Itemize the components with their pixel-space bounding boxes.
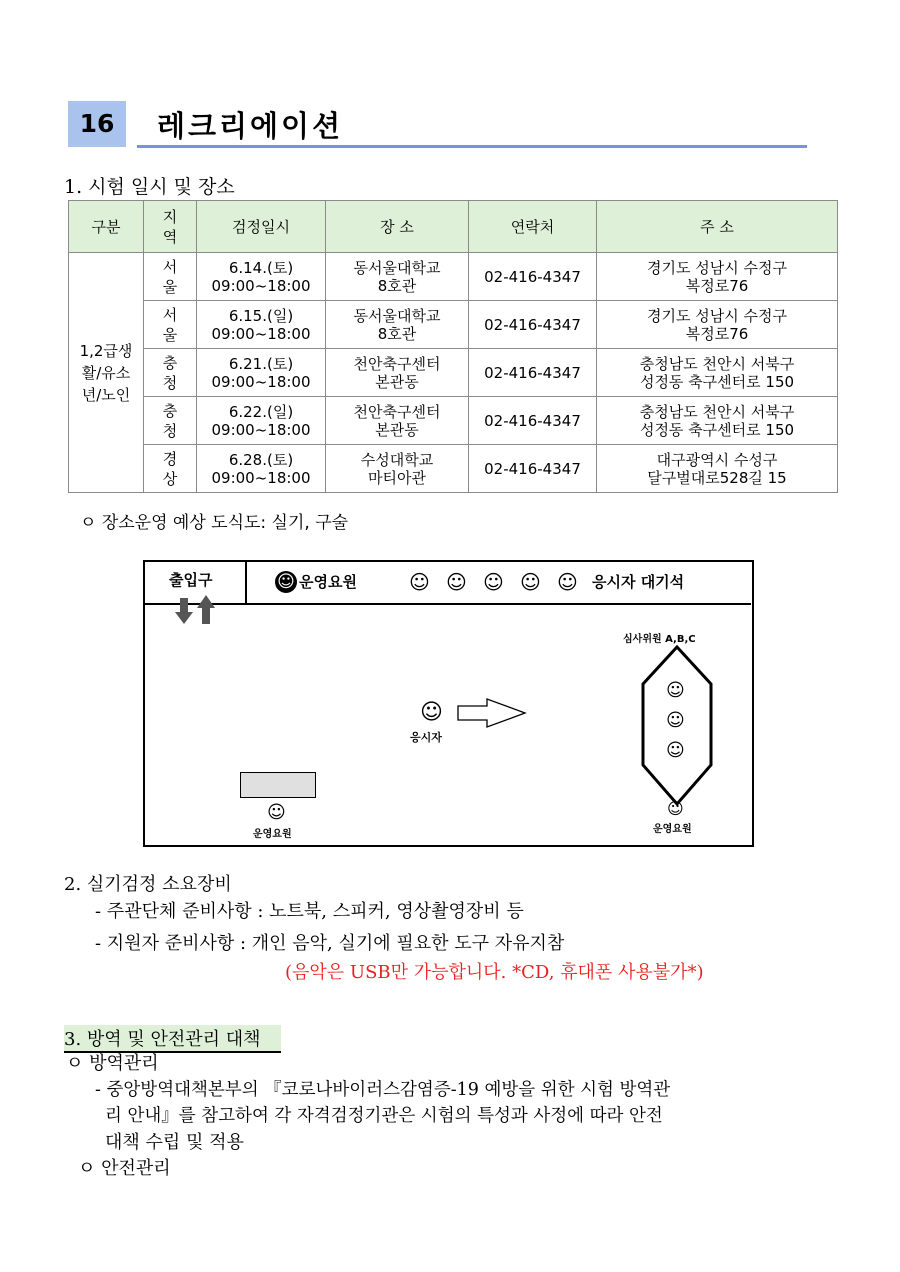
address-cell: 경기도 성남시 수정구 xyxy=(647,258,787,277)
venue-note: ㅇ 장소운영 예상 도식도: 실기, 구술 xyxy=(80,513,349,533)
waiting-smiley-icon: ☺ xyxy=(409,570,430,594)
staff-smiley-icon: ☺ xyxy=(667,799,684,818)
waiting-area-label: 응시자 대기석 xyxy=(592,573,685,591)
col-header-contact: 연락처 xyxy=(469,201,597,253)
staff-desk xyxy=(240,772,316,798)
region-cell: 경상 xyxy=(162,449,178,488)
contact-cell: 02-416-4347 xyxy=(469,349,597,397)
title-underline xyxy=(137,145,807,148)
section3-item1-line3: 대책 수립 및 적용 xyxy=(105,1132,244,1153)
place-cell: 수성대학교 xyxy=(360,450,434,469)
judge-smiley-icon: ☺ xyxy=(666,740,685,761)
exit-arrow-icon xyxy=(175,598,193,624)
region-cell: 서울 xyxy=(162,305,178,344)
staff-label: 운영요원 xyxy=(299,573,357,591)
category-cell: 1,2급생활/유소년/노인 xyxy=(69,253,144,493)
staff-right-label: 운영요원 xyxy=(653,824,692,835)
staff-smiley-icon: ☺ xyxy=(267,802,286,823)
col-header-date: 검정일시 xyxy=(197,201,326,253)
applicant-label: 응시자 xyxy=(410,731,442,744)
section2-line2: - 지원자 준비사항 : 개인 음악, 실기에 필요한 도구 자유지참 xyxy=(95,933,565,954)
address-cell: 충청남도 천안시 서북구 xyxy=(639,354,795,373)
entrance-label: 출입구 xyxy=(145,562,247,603)
date-cell: 6.14.(토) xyxy=(228,258,294,277)
date-cell: 6.28.(토) xyxy=(228,450,294,469)
time-cell: 09:00~18:00 xyxy=(211,276,311,295)
waiting-smiley-icon: ☺ xyxy=(483,570,504,594)
move-arrow-icon xyxy=(458,699,525,727)
time-cell: 09:00~18:00 xyxy=(211,420,311,439)
date-cell: 6.15.(일) xyxy=(228,306,294,325)
place-cell: 천안축구센터 xyxy=(353,402,441,421)
section3-item2: ㅇ 안전관리 xyxy=(78,1158,171,1179)
staff-smiley-icon: ☺ xyxy=(275,571,297,593)
section-number: 16 xyxy=(68,101,126,147)
contact-cell: 02-416-4347 xyxy=(469,253,597,301)
waiting-smiley-icon: ☺ xyxy=(557,570,578,594)
venue-diagram xyxy=(143,560,754,847)
col-header-place: 장 소 xyxy=(326,201,469,253)
address-cell: 대구광역시 수성구 xyxy=(656,450,778,469)
section2-heading: 2. 실기검정 소요장비 xyxy=(64,874,232,895)
date-cell: 6.21.(토) xyxy=(228,354,294,373)
section1-heading: 1. 시험 일시 및 장소 xyxy=(64,176,235,198)
table-header-row xyxy=(69,201,838,253)
place-cell: 천안축구센터 xyxy=(353,354,441,373)
section3-item1-line1: - 중앙방역대책본부의 『코로나바이러스감염증-19 예방을 위한 시험 방역관 xyxy=(95,1080,671,1100)
waiting-smiley-icon: ☺ xyxy=(520,570,541,594)
place-cell: 동서울대학교 xyxy=(353,306,441,325)
table-row: 경상 6.28.(토) 09:00~18:00 수성대학교 마티아관 02-416-4347 대구광역시 수성구 달구벌대로528길 15 xyxy=(69,445,838,493)
table-row: 1,2급생활/유소년/노인 서울 6.14.(토) 09:00~18:00 동서울대학교 8호관 02-416-4347 경기도 성남시 수정구 복정로76 xyxy=(69,253,838,301)
time-cell: 09:00~18:00 xyxy=(211,372,311,391)
staff-left-label: 운영요원 xyxy=(253,829,292,840)
table-row: 충청 6.21.(토) 09:00~18:00 천안축구센터 본관동 02-416-4347 충청남도 천안시 서북구 성정동 축구센터로 150 xyxy=(69,349,838,397)
contact-cell: 02-416-4347 xyxy=(469,397,597,445)
region-cell: 서울 xyxy=(162,257,178,296)
waiting-smiley-icon: ☺ xyxy=(446,570,467,594)
section3-heading: 3. 방역 및 안전관리 대책 xyxy=(64,1025,281,1053)
col-header-address: 주 소 xyxy=(597,201,838,253)
address-cell: 충청남도 천안시 서북구 xyxy=(639,402,795,421)
diagram-graphics xyxy=(145,562,751,844)
judges-label: 심사위원 A,B,C xyxy=(623,634,696,645)
col-header-category: 구분 xyxy=(69,201,144,253)
entry-arrow-icon xyxy=(197,595,215,624)
table-row: 충청 6.22.(일) 09:00~18:00 천안축구센터 본관동 02-416-4347 충청남도 천안시 서북구 성정동 축구센터로 150 xyxy=(69,397,838,445)
contact-cell: 02-416-4347 xyxy=(469,445,597,493)
section3-item1: ㅇ 방역관리 xyxy=(66,1053,159,1074)
contact-cell: 02-416-4347 xyxy=(469,301,597,349)
date-cell: 6.22.(일) xyxy=(228,402,294,421)
judge-smiley-icon: ☺ xyxy=(666,710,685,731)
judge-smiley-icon: ☺ xyxy=(666,680,685,701)
applicant-smiley-icon: ☺ xyxy=(420,700,443,725)
time-cell: 09:00~18:00 xyxy=(211,468,311,487)
section2-note: (음악은 USB만 가능합니다. *CD, 휴대폰 사용불가*) xyxy=(285,962,704,983)
table-row: 서울 6.15.(일) 09:00~18:00 동서울대학교 8호관 02-416-4347 경기도 성남시 수정구 복정로76 xyxy=(69,301,838,349)
col-header-region: 지역 xyxy=(144,201,197,253)
section2-line1: - 주관단체 준비사항 : 노트북, 스피커, 영상촬영장비 등 xyxy=(95,901,524,922)
address-cell: 경기도 성남시 수정구 xyxy=(647,306,787,325)
region-cell: 충청 xyxy=(162,401,178,440)
place-cell: 동서울대학교 xyxy=(353,258,441,277)
schedule-table xyxy=(68,200,838,493)
section3-item1-line2: 리 안내』를 참고하여 각 자격검정기관은 시험의 특성과 사정에 따라 안전 xyxy=(105,1106,663,1126)
region-cell: 충청 xyxy=(162,353,178,392)
page-title: 레크리에이션 xyxy=(157,109,344,143)
time-cell: 09:00~18:00 xyxy=(211,324,311,343)
